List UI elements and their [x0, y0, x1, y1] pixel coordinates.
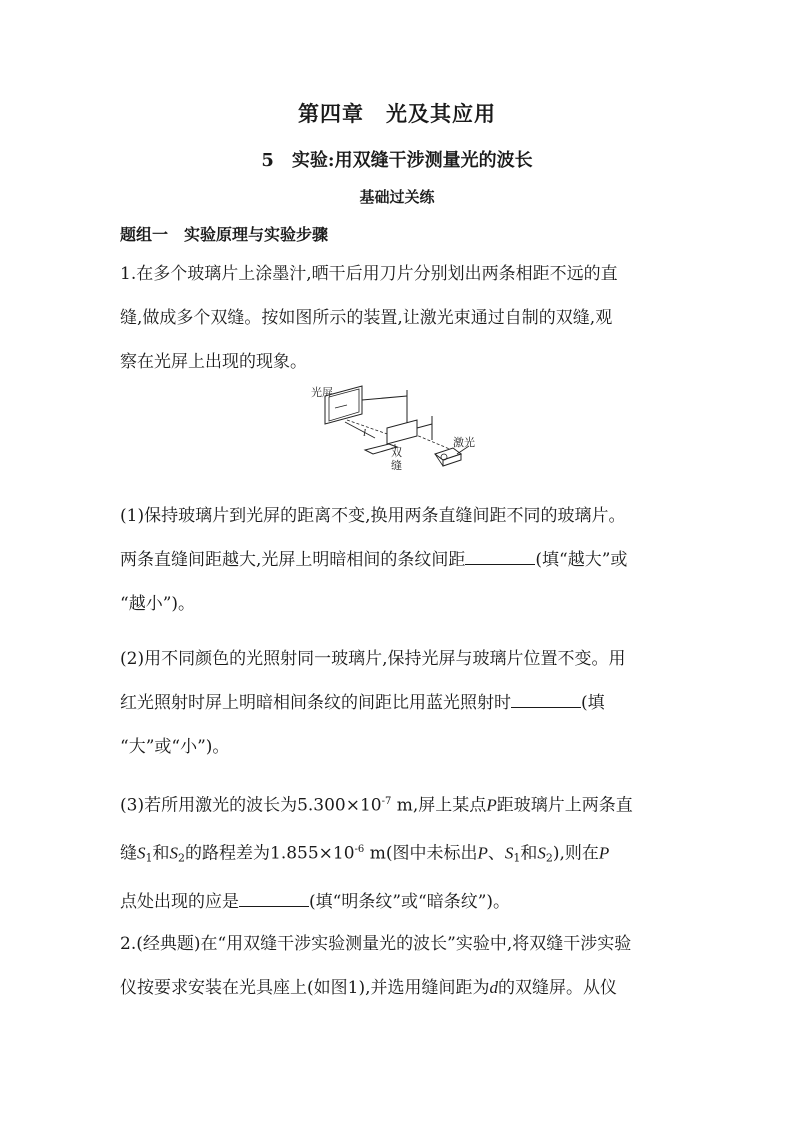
variable-S2: S [537, 843, 546, 863]
text-segment: 两条直缝间距越大,光屏上明暗相间的条纹间距 [120, 550, 466, 570]
subscript: 2 [545, 851, 553, 865]
text-segment: (3)若所用激光的波长为5.300×10 [120, 795, 382, 816]
variable-d: d [489, 978, 498, 997]
slit-label-2: 缝 [391, 459, 402, 472]
text-segment: (填 [581, 693, 605, 713]
text-line [120, 880, 680, 924]
text-line: 察在光屏上出现的现象。 [120, 352, 307, 372]
exponent: -6 [354, 843, 365, 855]
answer-blank [239, 888, 309, 907]
variable-P: P [598, 843, 610, 863]
text-segment: 点处出现的应是 [120, 892, 239, 913]
subsection-title: 基础过关练 [359, 188, 435, 206]
variable-S2: S [169, 843, 178, 863]
laser-label: 激光 [453, 436, 475, 449]
text-line: 缝,做成多个双缝。按如图所示的装置,让激光束通过自制的双缝,观 [120, 308, 613, 328]
question-group-title: 题组一 实验原理与实验步骤 [120, 225, 329, 244]
text-segment: m(图中未标出 [364, 843, 478, 864]
text-segment: 仪按要求安装在光具座上(如图1),并选用缝间距为 [120, 978, 490, 998]
text-segment: (填“明条纹”或“暗条纹”)。 [309, 892, 511, 913]
subscript: 2 [178, 851, 185, 865]
text-line [120, 681, 680, 725]
question-1-part-2 [120, 637, 680, 769]
text-line [120, 538, 680, 582]
answer-blank [511, 689, 581, 708]
text-segment: m,屏上某点 [391, 795, 487, 816]
text-segment: 红光照射时屏上明暗相间条纹的间距比用蓝光照射时 [120, 693, 511, 713]
text-segment: ),则在 [552, 843, 599, 864]
text-segment: 、 [487, 843, 505, 864]
text-segment: 的双缝屏。从仪 [497, 978, 617, 998]
screen-label: 光屏 [311, 386, 333, 399]
section-title: 5 实验:用双缝干涉测量光的波长 [261, 150, 533, 171]
variable-S1: S [504, 843, 514, 863]
question-2 [120, 922, 680, 1010]
text-segment: 距玻璃片上两条直 [496, 795, 633, 816]
variable-P: P [486, 795, 497, 815]
slit-label-1: 双 [391, 446, 402, 459]
variable-P: P [477, 843, 488, 863]
text-line [120, 966, 680, 1010]
question-1-intro [120, 252, 680, 384]
text-segment: 缝 [120, 843, 137, 864]
text-segment: 和 [152, 843, 170, 864]
text-line: “大”或“小”)。 [120, 737, 230, 757]
text-line: 2.(经典题)在“用双缝干涉实验测量光的波长”实验中,将双缝干涉实验 [120, 934, 632, 954]
chapter-title: 第四章 光及其应用 [298, 101, 496, 126]
variable-S1: S [137, 843, 146, 863]
subscript: 1 [513, 851, 521, 865]
subscript: 1 [145, 851, 153, 865]
exponent: -7 [381, 796, 392, 807]
text-segment: 的路程差为1.855×10 [185, 843, 355, 864]
text-line: “越小”)。 [120, 594, 196, 614]
text-line: 1.在多个玻璃片上涂墨汁,晒干后用刀片分别划出两条相距不远的直 [120, 264, 618, 284]
text-segment: 和 [520, 843, 538, 864]
text-segment: (填“越大”或 [535, 550, 628, 570]
double-slit-apparatus-figure [307, 384, 487, 478]
distance-label: l [363, 427, 367, 439]
text-line: (1)保持玻璃片到光屏的距离不变,换用两条直缝间距不同的玻璃片。 [120, 506, 626, 526]
answer-blank [465, 546, 535, 565]
text-line [120, 780, 680, 828]
question-1-part-1 [120, 494, 680, 626]
question-1-part-3 [120, 780, 680, 924]
text-line: (2)用不同颜色的光照射同一玻璃片,保持光屏与玻璃片位置不变。用 [120, 649, 626, 669]
text-line [120, 828, 680, 881]
